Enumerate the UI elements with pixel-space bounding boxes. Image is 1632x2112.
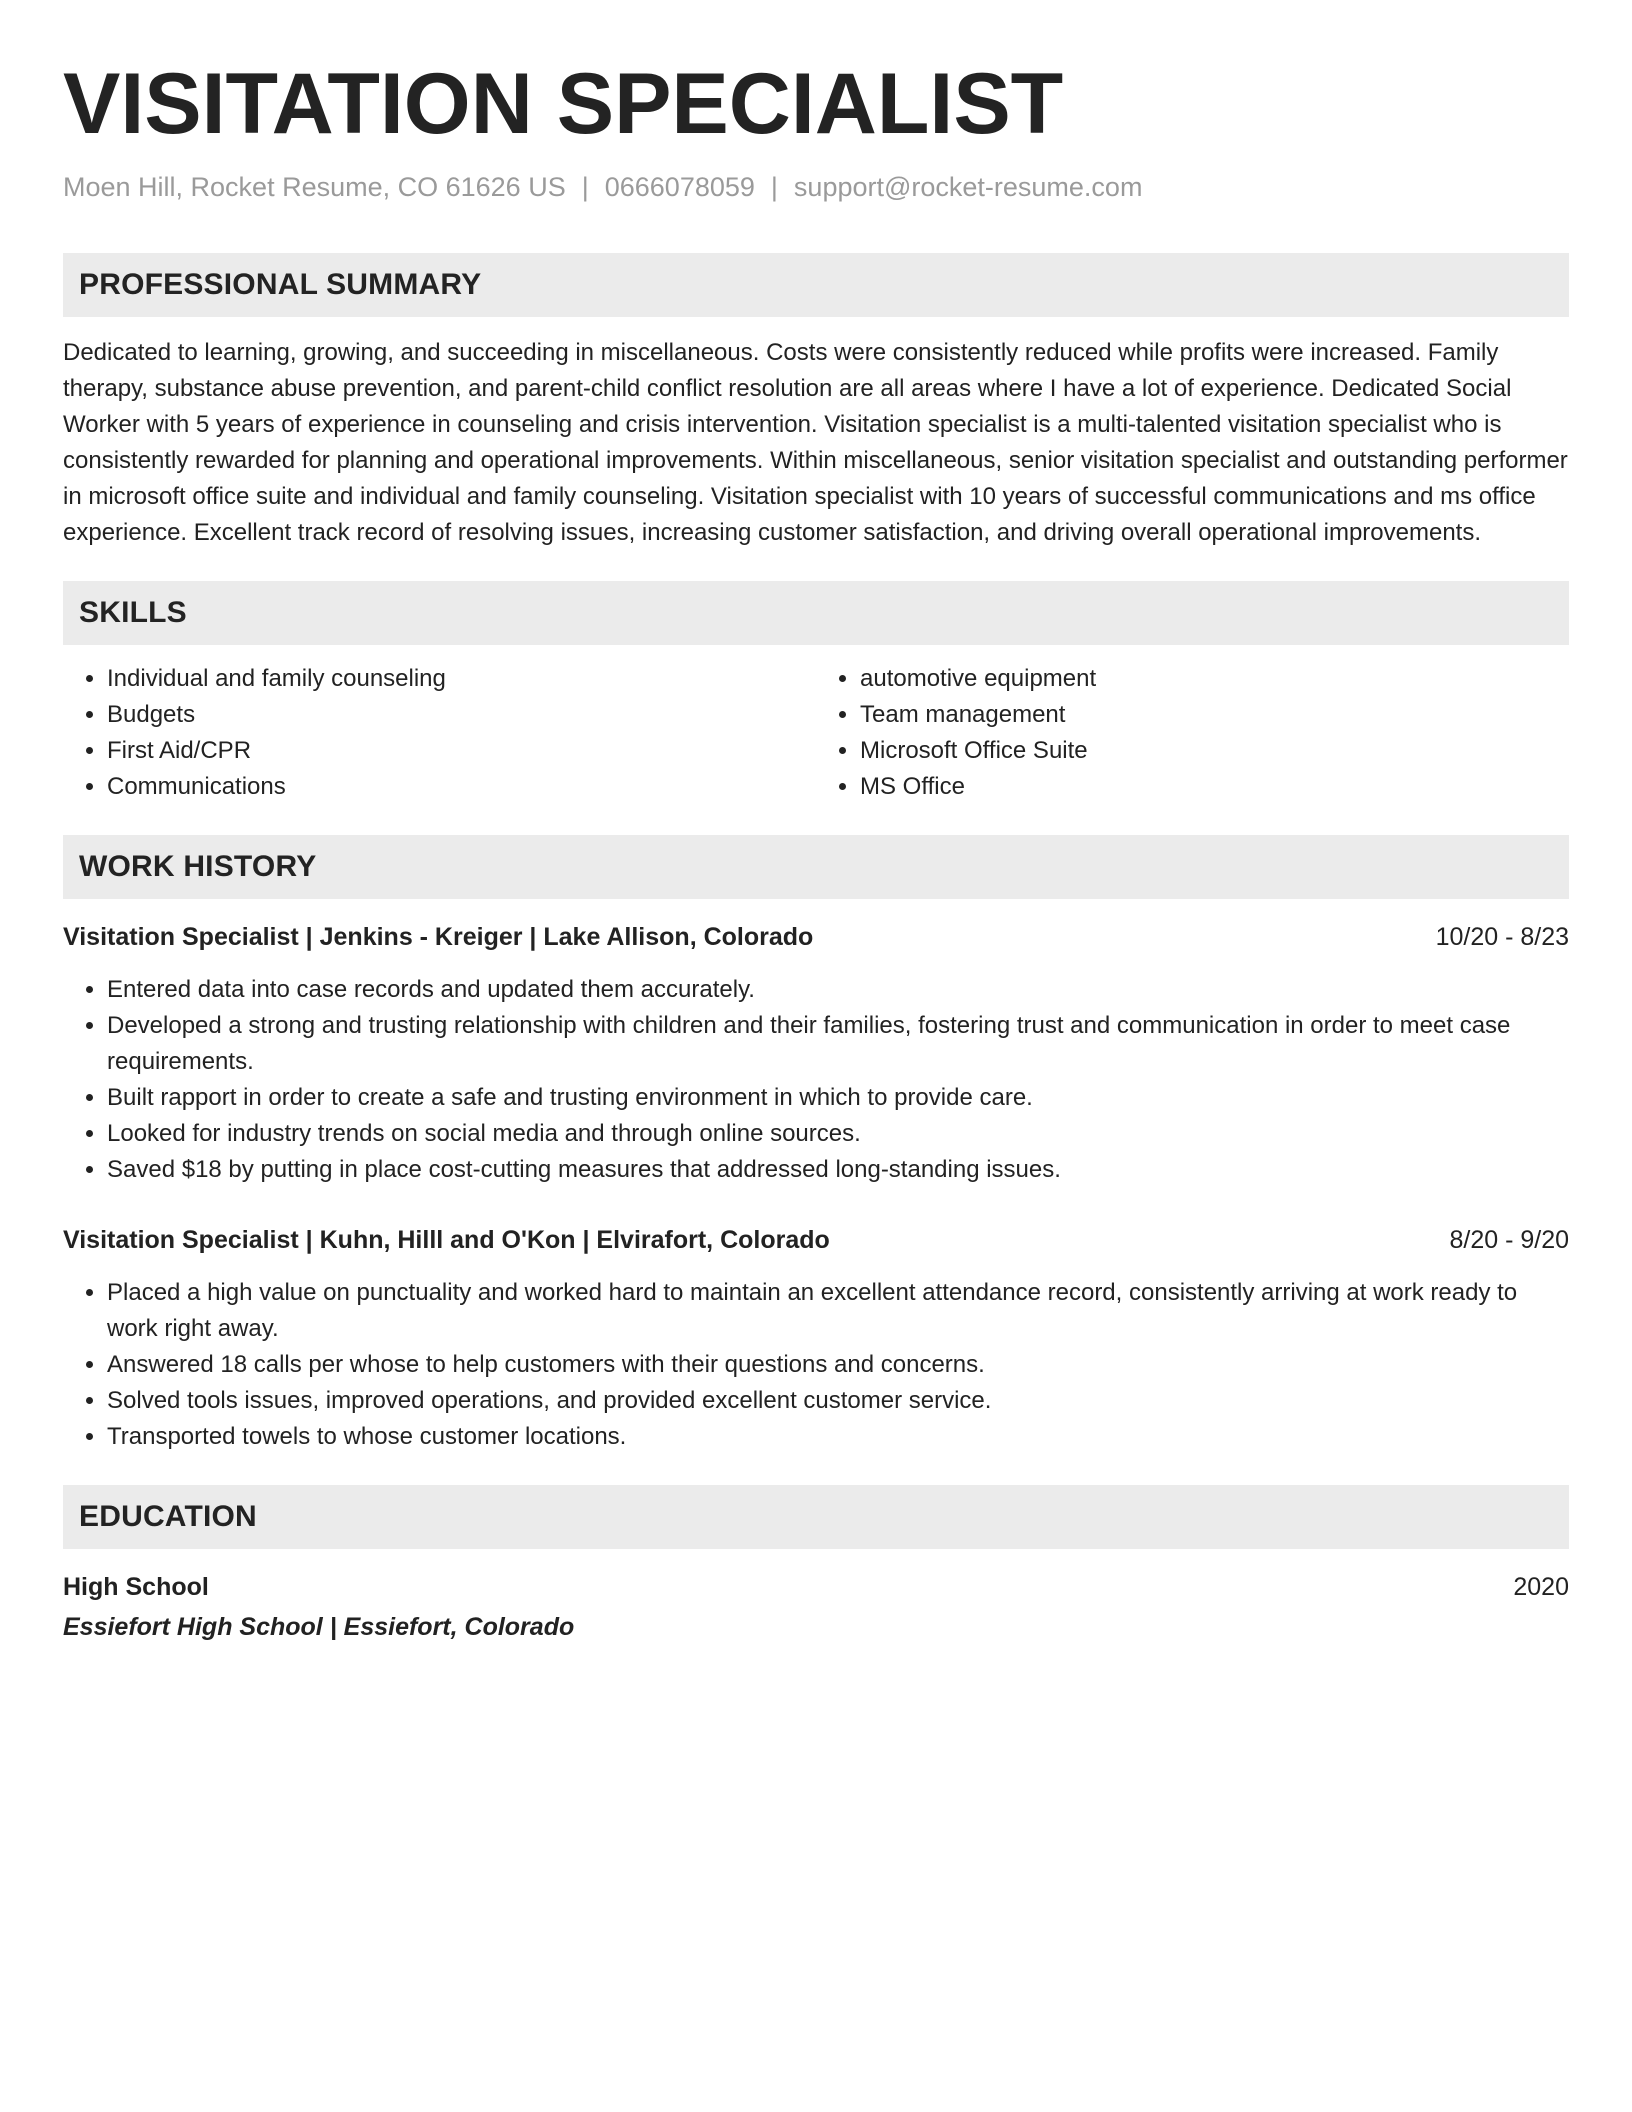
section-header-summary [63,253,1569,317]
contact-line [63,170,1569,204]
job-bullet: • Solved tools issues, improved operations, and provided excellent customer service. [107,1383,1569,1419]
job-bullet: • Placed a high value on punctuality and worked hard to maintain an excellent attendance record, consistently arriving at work ready to work right away. [107,1275,1569,1347]
job-bullet: • Saved $18 by putting in place cost-cutting measures that addressed long-standing issues. [107,1152,1569,1188]
contact-separator: | [581,172,589,202]
skill-item: • MS Office [860,769,1569,805]
section-header-work [63,835,1569,899]
skill-item: • Individual and family counseling [107,661,816,697]
job-dates: 10/20 - 8/23 [1435,923,1569,951]
job-bullet: • Looked for industry trends on social media and through online sources. [107,1116,1569,1152]
summary-text: Dedicated to learning, growing, and succeeding in miscellaneous. Costs were consistently reduced while profits were increased. Family therapy, substance abuse prevention, and parent-child conflict resolution are all areas where I have a lot of experience. Dedicated Social Worker with 5 years of experience in counseling and crisis intervention. Visitation specialist is a multi-talented visitation specialist who is consistently rewarded for planning and operational improvements. Within miscellaneous, senior visitation specialist and outstanding performer in microsoft office suite and individual and family counseling. Visitation specialist with 10 years of successful communications and ms office experience. Excellent track record of resolving issues, increasing customer satisfaction, and driving overall operational improvements. [63,339,1568,546]
section-title-work: WORK HISTORY [79,850,317,883]
job-title: Visitation Specialist | Kuhn, Hilll and O'Kon | Elvirafort, Colorado [63,1226,830,1254]
job-bullets [63,1275,1569,1455]
contact-address: Moen Hill, Rocket Resume, CO 61626 US [63,172,566,202]
job-bullet: • Entered data into case records and updated them accurately. [107,972,1569,1008]
section-header-education [63,1485,1569,1549]
skills-list [63,661,1569,805]
job-dates: 8/20 - 9/20 [1449,1226,1569,1254]
education-header [63,1569,1569,1605]
skill-item: • Budgets [107,697,816,733]
skills-column-left [63,661,816,805]
job-entry [63,1222,1569,1455]
section-title-education: EDUCATION [79,1500,257,1533]
skill-item: • Team management [860,697,1569,733]
skill-item: • Communications [107,769,816,805]
job-entry [63,919,1569,1188]
skill-item: • automotive equipment [860,661,1569,697]
education-year: 2020 [1513,1573,1569,1601]
job-bullet: • Built rapport in order to create a safe and trusting environment in which to provide care. [107,1080,1569,1116]
section-header-skills [63,581,1569,645]
skills-column-right [816,661,1569,805]
job-header [63,919,1569,955]
contact-separator: | [770,172,778,202]
section-title-skills: SKILLS [79,596,187,629]
job-bullet: • Answered 18 calls per whose to help customers with their questions and concerns. [107,1347,1569,1383]
job-bullet: • Developed a strong and trusting relationship with children and their families, fostering trust and communication in order to meet case requirements. [107,1008,1569,1080]
section-title-summary: PROFESSIONAL SUMMARY [79,268,482,301]
job-title: Visitation Specialist | Jenkins - Kreiger | Lake Allison, Colorado [63,923,814,951]
education-school: Essiefort High School | Essiefort, Colorado [63,1613,575,1641]
job-bullet: • Transported towels to whose customer locations. [107,1419,1569,1455]
contact-email: support@rocket-resume.com [793,172,1143,202]
skill-item: • Microsoft Office Suite [860,733,1569,769]
job-bullets [63,972,1569,1188]
job-header [63,1222,1569,1258]
skill-item: • First Aid/CPR [107,733,816,769]
resume-name: VISITATION SPECIALIST [63,56,1064,152]
education-degree: High School [63,1573,209,1601]
contact-phone: 0666078059 [604,172,755,202]
